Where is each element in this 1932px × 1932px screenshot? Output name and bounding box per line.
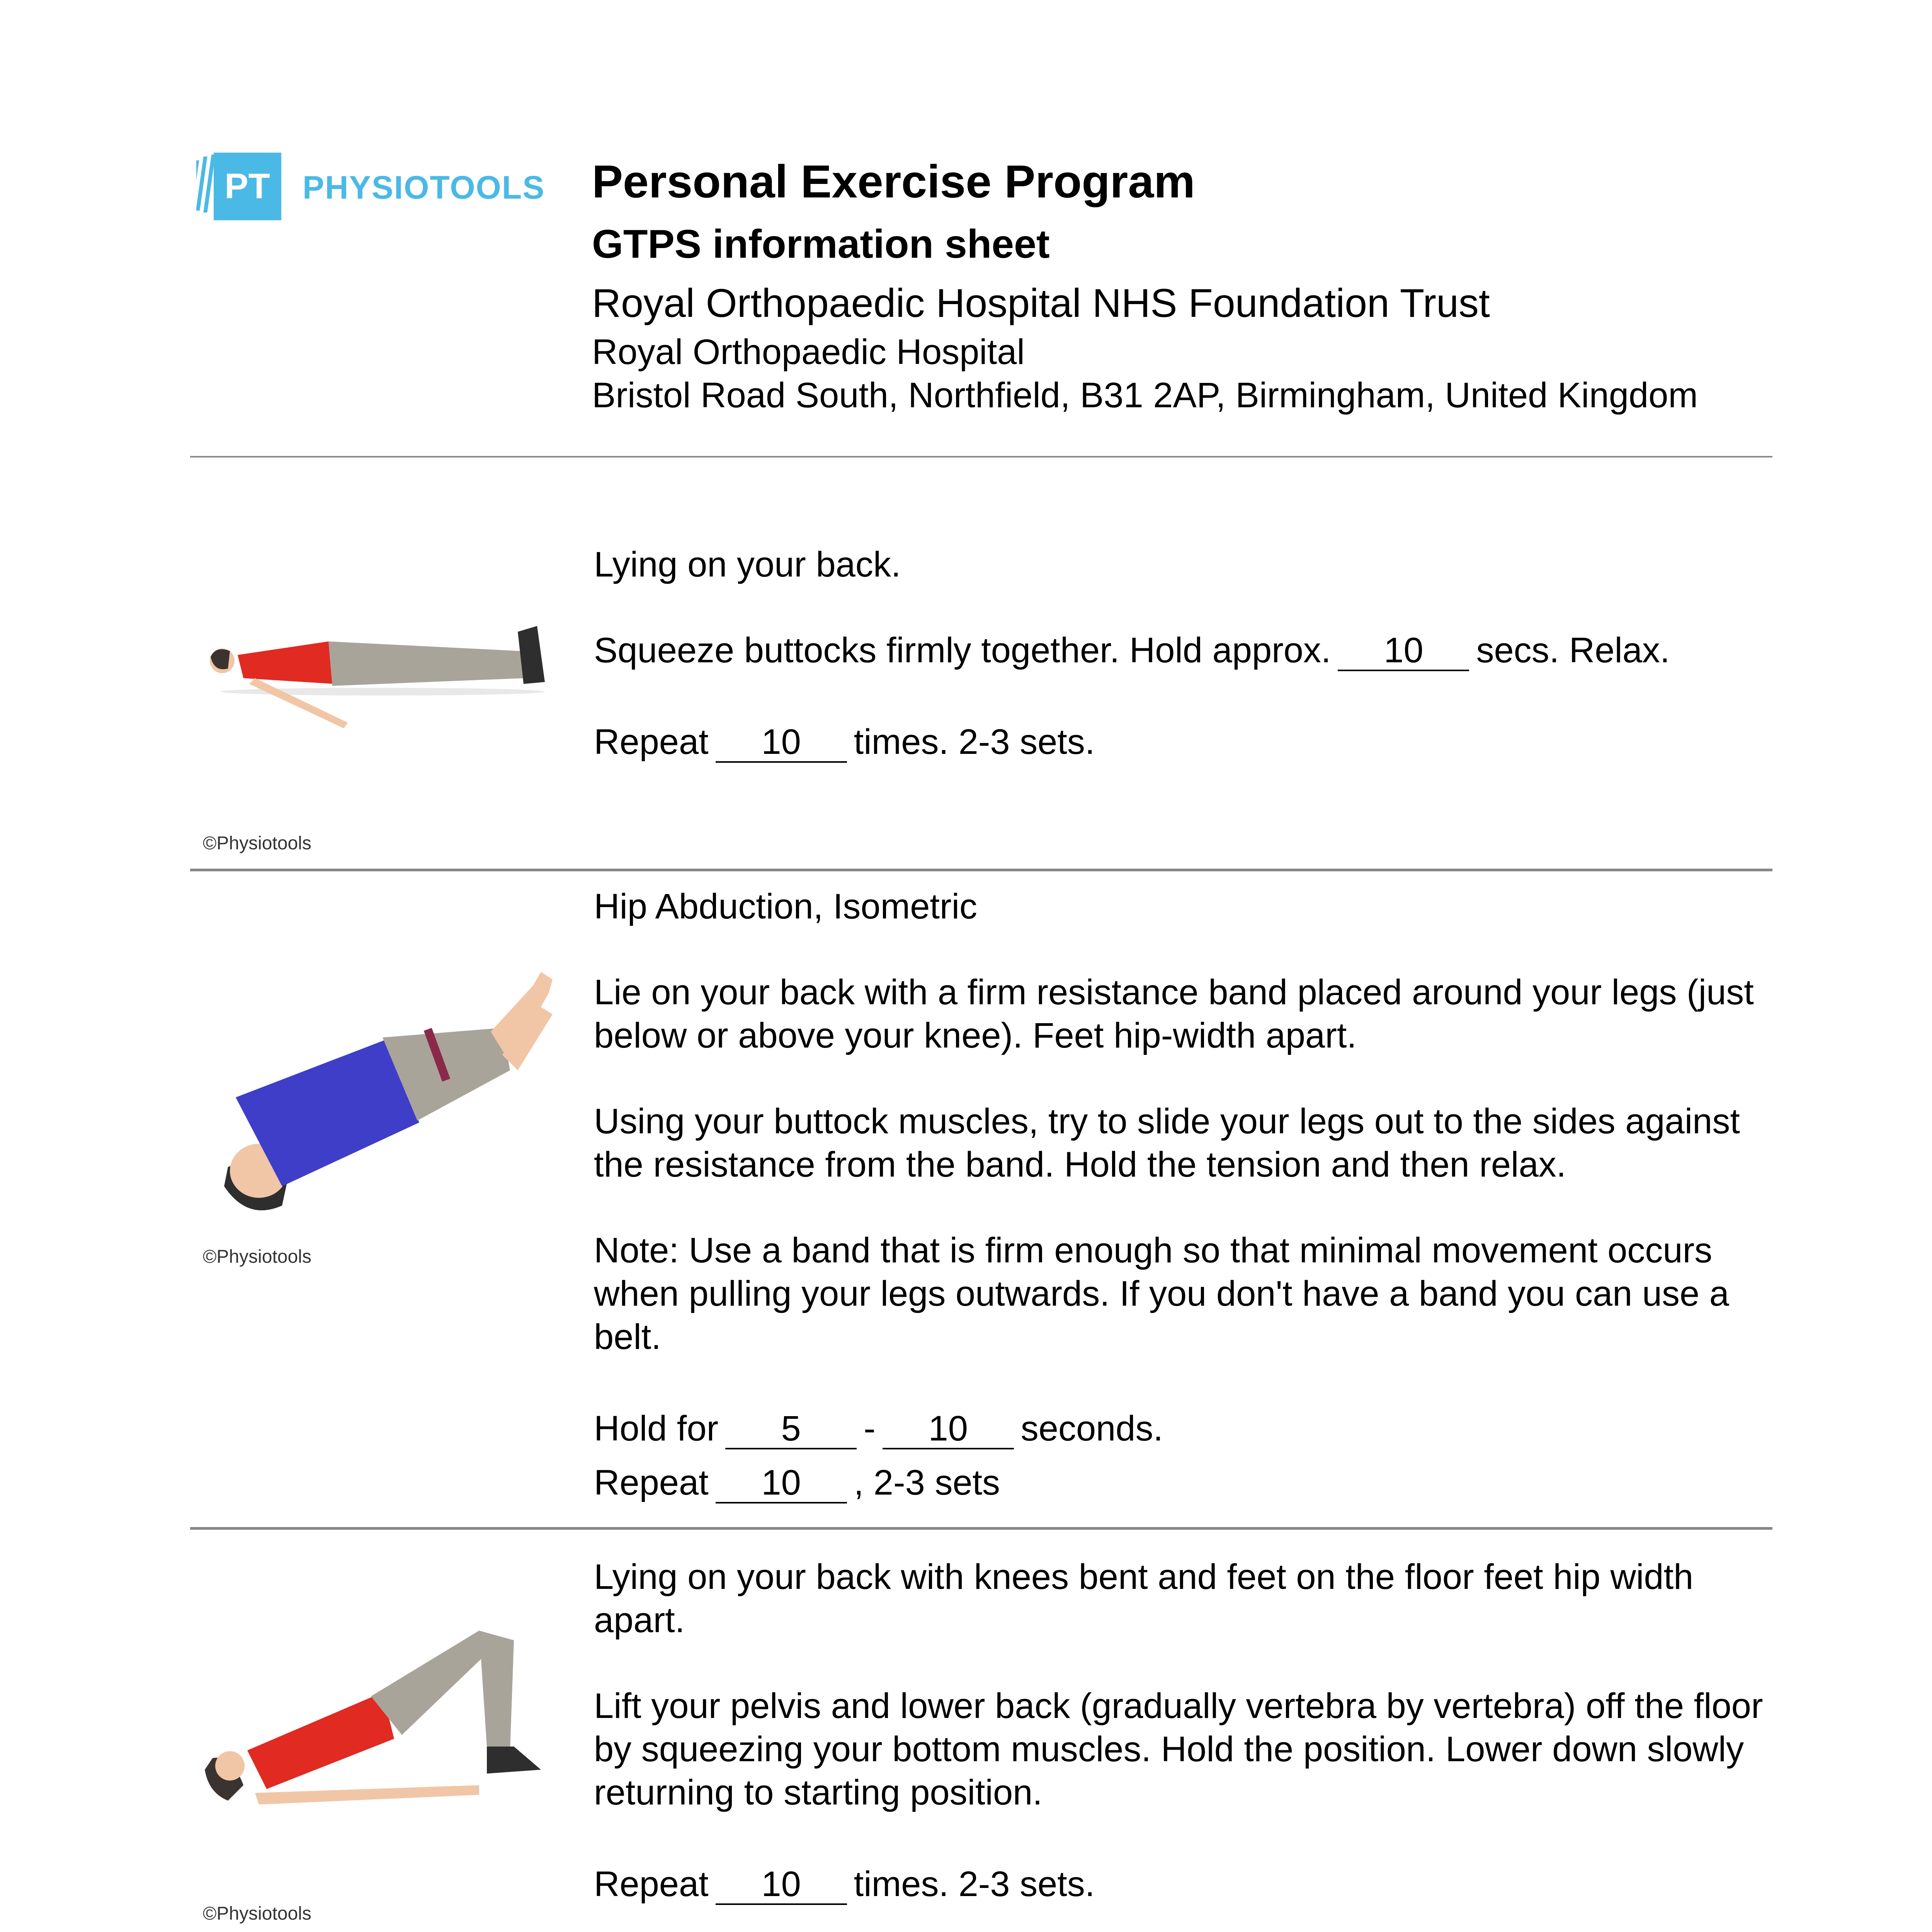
exercise-3-text	[594, 1555, 1776, 1906]
exercise-1-text	[594, 543, 1776, 764]
page-title: Personal Exercise Program	[592, 156, 1195, 207]
exercise-divider	[190, 869, 1772, 871]
exercise-2-paragraph-1: Lie on your back with a firm resistance band placed around your legs (just below or above your knee). Feet hip-width apart.	[594, 973, 1754, 1055]
copyright-note: ©Physiotools	[203, 1903, 311, 1924]
copyright-note: ©Physiotools	[203, 833, 311, 854]
exercise-2-text	[594, 885, 1776, 1504]
logo-mark-icon	[196, 153, 281, 220]
exercise-1-line1: Lying on your back.	[594, 545, 901, 584]
organization-name: Royal Orthopaedic Hospital NHS Foundation Trust	[592, 281, 1490, 326]
exercise-2-hold-line: Hold for 5 - 10 seconds.	[594, 1407, 1776, 1450]
exercise-2-repeat-line: Repeat 10 , 2-3 sets	[594, 1461, 1776, 1504]
repeat-count-field: 10	[716, 1462, 847, 1503]
exercise-3-paragraph-1: Lying on your back with knees bent and feet on the floor feet hip width apart.	[594, 1557, 1694, 1640]
exercise-2-illustration	[201, 970, 560, 1217]
exercise-2-title: Hip Abduction, Isometric	[594, 887, 978, 926]
exercise-3-paragraph-2: Lift your pelvis and lower back (gradually vertebra by vertebra) off the floor by squeezing your bottom muscles. Hold the position. Lower down slowly returning to starting position.	[594, 1686, 1763, 1812]
document-header	[592, 153, 1828, 417]
logo-mark-text: PT	[224, 167, 270, 206]
exercise-3-repeat-line: Repeat 10 times. 2-3 sets.	[594, 1862, 1776, 1906]
exercise-1-hold-line: Squeeze buttocks firmly together. Hold approx. 10 secs. Relax.	[594, 629, 1776, 672]
hospital-address: Bristol Road South, Northfield, B31 2AP, Birmingham, United Kingdom	[592, 376, 1698, 415]
page-subtitle: GTPS information sheet	[592, 222, 1050, 267]
exercise-2-paragraph-3: Note: Use a band that is firm enough so that minimal movement occurs when pulling your legs outwards. If you don't have a band you can use a belt.	[594, 1231, 1729, 1357]
header-divider	[190, 456, 1772, 457]
exercise-1-illustration	[201, 611, 560, 742]
repeat-count-field: 10	[716, 721, 847, 763]
hold-max-field: 10	[883, 1408, 1014, 1449]
exercise-2-paragraph-2: Using your buttock muscles, try to slide your legs out to the sides against the resistance from the band. Hold the tension and then relax.	[594, 1102, 1740, 1184]
exercise-1-repeat-line: Repeat 10 times. 2-3 sets.	[594, 720, 1776, 764]
hold-min-field: 5	[725, 1408, 857, 1449]
repeat-count-field: 10	[716, 1863, 847, 1905]
physiotools-logo	[196, 153, 545, 220]
hospital-name: Royal Orthopaedic Hospital	[592, 332, 1025, 372]
logo-brand-text: PHYSIOTOOLS	[303, 169, 545, 206]
copyright-note: ©Physiotools	[203, 1247, 311, 1267]
exercise-divider	[190, 1527, 1772, 1530]
exercise-3-illustration	[201, 1623, 560, 1824]
hold-seconds-field: 10	[1338, 629, 1469, 671]
